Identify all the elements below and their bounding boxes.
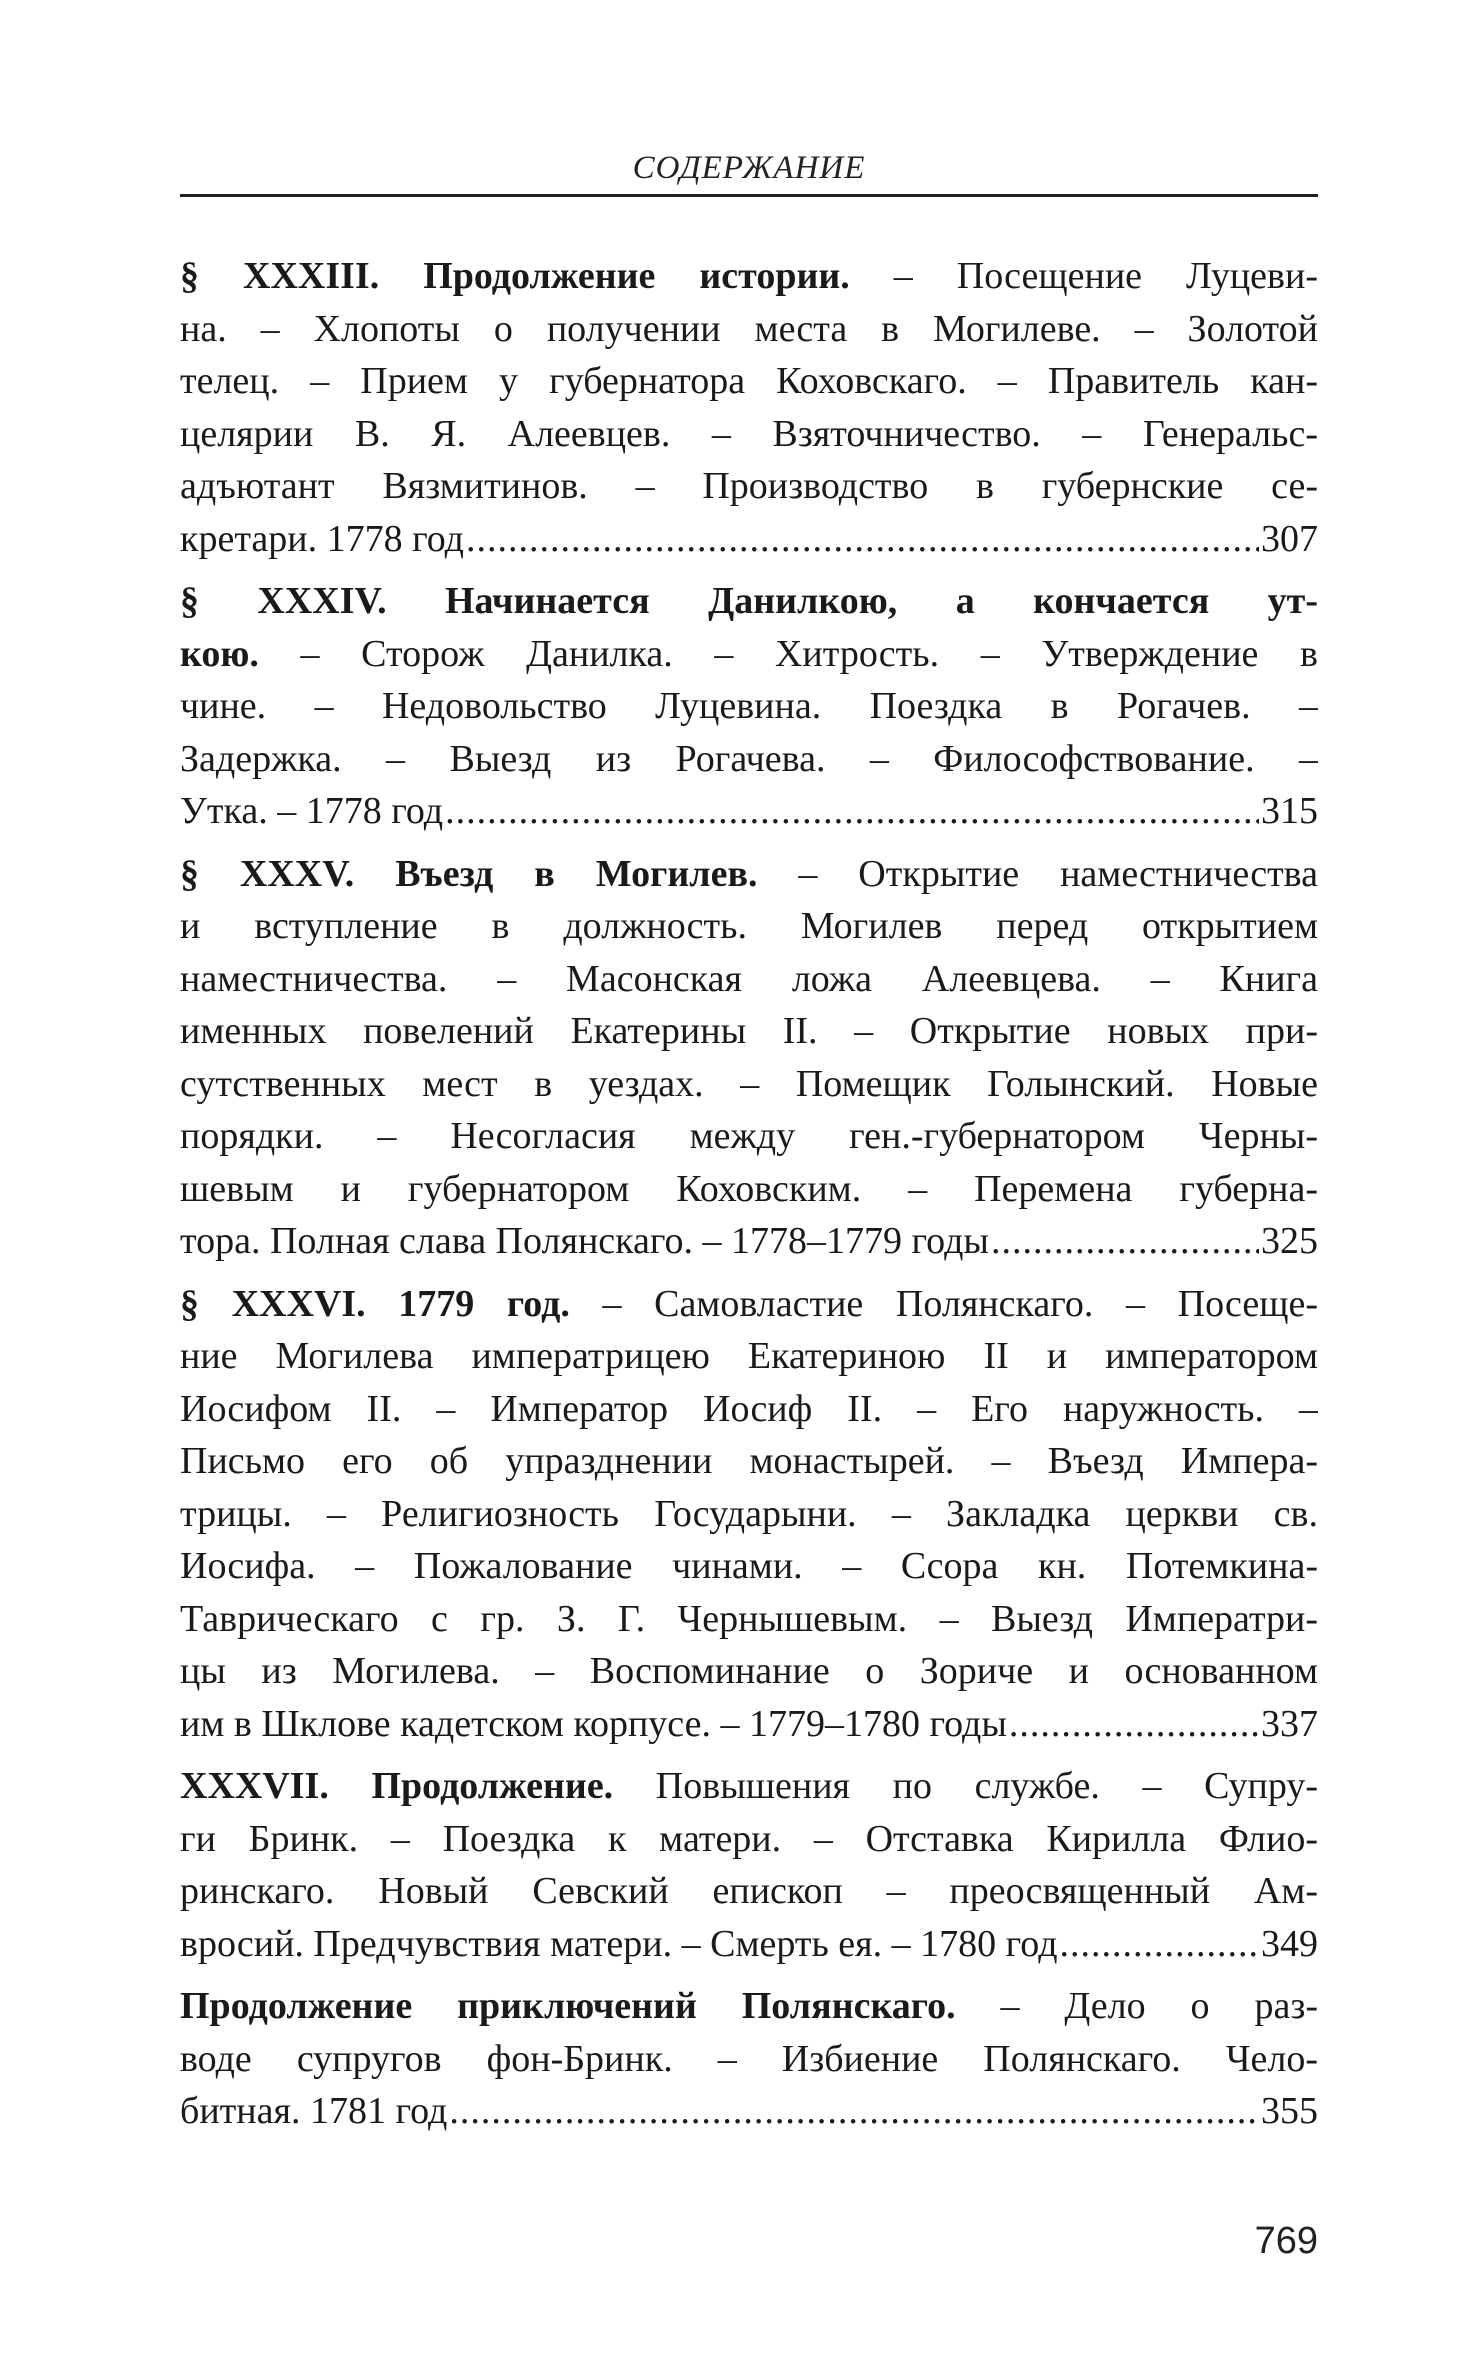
dot-leader [1060,1918,1259,1971]
toc-line: Таврическаго с гр. З. Г. Чернышевым. – Выезд Императри- [180,1597,1318,1640]
toc-line: § XXXV. Въезд в Могилев. – Открытие наместничества [180,852,1318,895]
toc-line: именных повелений Екатерины II. – Открытие новых при- [180,1010,1318,1052]
toc-line: и вступление в должность. Могилев перед открытием [180,905,1318,947]
page-ref: 307 [1261,517,1318,560]
toc-entry[interactable] [180,575,1318,838]
toc-entry[interactable] [180,848,1318,1268]
page-ref: 349 [1261,1922,1318,1965]
toc-line: кретари. 1778 год ..... 307 [180,513,1318,566]
toc-line: Утка. – 1778 год ..... 315 [180,785,1318,838]
toc-line: ринскаго. Новый Севский епископ – преосвященный Ам- [180,1870,1318,1912]
toc-line [180,575,1318,628]
toc-line: Продолжение приключений Полянскаго. – Дело о раз- [180,1985,1318,2027]
toc-line: шевым и губернатором Коховским. – Перемена губерна- [180,1167,1318,1210]
toc-line: целярии В. Я. Алеевцев. – Взяточничество. – Генеральс- [180,412,1318,455]
toc-line: адъютант Вязмитинов. – Производство в губернские се- [180,465,1318,507]
dot-leader [1009,1698,1259,1751]
page-ref: 355 [1261,2090,1318,2132]
entry-heading-cont: кою. [180,632,259,675]
toc-entry[interactable] [180,250,1318,565]
page-number: 769 [1254,2220,1318,2262]
header-rule [180,194,1318,197]
dot-leader [445,785,1259,838]
toc-line: им в Шклове кадетском корпусе. – 1779–1780 годы ..... 337 [180,1698,1318,1751]
entry-heading: XXXVII. Продолжение. [180,1765,614,1807]
toc-line: чине. – Недовольство Луцевина. Поездка в Рогачев. – [180,685,1318,727]
toc-line: трицы. – Религиозность Государыни. – Закладка церкви св. [180,1492,1318,1535]
toc-entry[interactable] [180,1760,1318,1970]
toc-line: Задержка. – Выезд из Рогачева. – Философствование. – [180,737,1318,780]
table-of-contents [180,250,1318,2148]
toc-line: § XXXIII. Продолжение истории. – Посещение Луцеви- [180,255,1318,297]
running-header: СОДЕРЖАНИЕ [632,150,866,186]
toc-line: тора. Полная слава Полянскаго. – 1778–1779 годы ..... 325 [180,1215,1318,1268]
entry-heading: § XXXIII. Продолжение истории. [180,255,850,297]
toc-line: сутственных мест в уездах. – Помещик Голынский. Новые [180,1062,1318,1105]
toc-line: на. – Хлопоты о получении места в Могилеве. – Золотой [180,307,1318,350]
toc-line: ги Бринк. – Поездка к матери. – Отставка Кирилла Флио- [180,1817,1318,1860]
toc-line: порядки. – Несогласия между ген.-губернатором Черны- [180,1115,1318,1157]
toc-entry[interactable] [180,1278,1318,1751]
toc-line: телец. – Прием у губернатора Коховскаго. – Правитель кан- [180,360,1318,402]
dot-leader [449,2085,1259,2138]
toc-line: битная. 1781 год ..... 355 [180,2085,1318,2138]
toc-line: Иосифом II. – Император Иосиф II. – Его наружность. – [180,1387,1318,1430]
page-ref: 325 [1261,1220,1318,1262]
entry-heading: Продолжение приключений Полянскаго. [180,1985,956,2027]
page-ref: 315 [1261,790,1318,832]
toc-line: цы из Могилева. – Воспоминание о Зориче и основанном [180,1650,1318,1692]
toc-line: Иосифа. – Пожалование чинами. – Ссора кн. Потемкина- [180,1545,1318,1587]
toc-line: Письмо его об упразднении монастырей. – Въезд Импера- [180,1440,1318,1482]
toc-line: ние Могилева императрицею Екатериною II и императором [180,1335,1318,1377]
entry-heading: § XXXIV. Начинается Данилкою, а кончается ут- [180,580,1318,622]
dot-leader [466,513,1259,566]
toc-entry[interactable] [180,1980,1318,2138]
toc-line: наместничества. – Масонская ложа Алеевцева. – Книга [180,957,1318,1000]
page-ref: 337 [1261,1702,1318,1745]
toc-line: § XXXVI. 1779 год. – Самовластие Полянскаго. – Посеще- [180,1282,1318,1325]
toc-line: вросий. Предчувствия матери. – Смерть ея. – 1780 год ..... 349 [180,1918,1318,1971]
dot-leader [991,1215,1259,1268]
entry-heading: § XXXVI. 1779 год. [180,1282,570,1325]
toc-line: кою. – Сторож Данилка. – Хитрость. – Утверждение в [180,632,1318,675]
toc-line: XXXVII. Продолжение. Повышения по службе. – Супру- [180,1765,1318,1807]
toc-line: воде супругов фон-Бринк. – Избиение Полянскаго. Чело- [180,2037,1318,2080]
entry-heading: § XXXV. Въезд в Могилев. [180,852,758,895]
